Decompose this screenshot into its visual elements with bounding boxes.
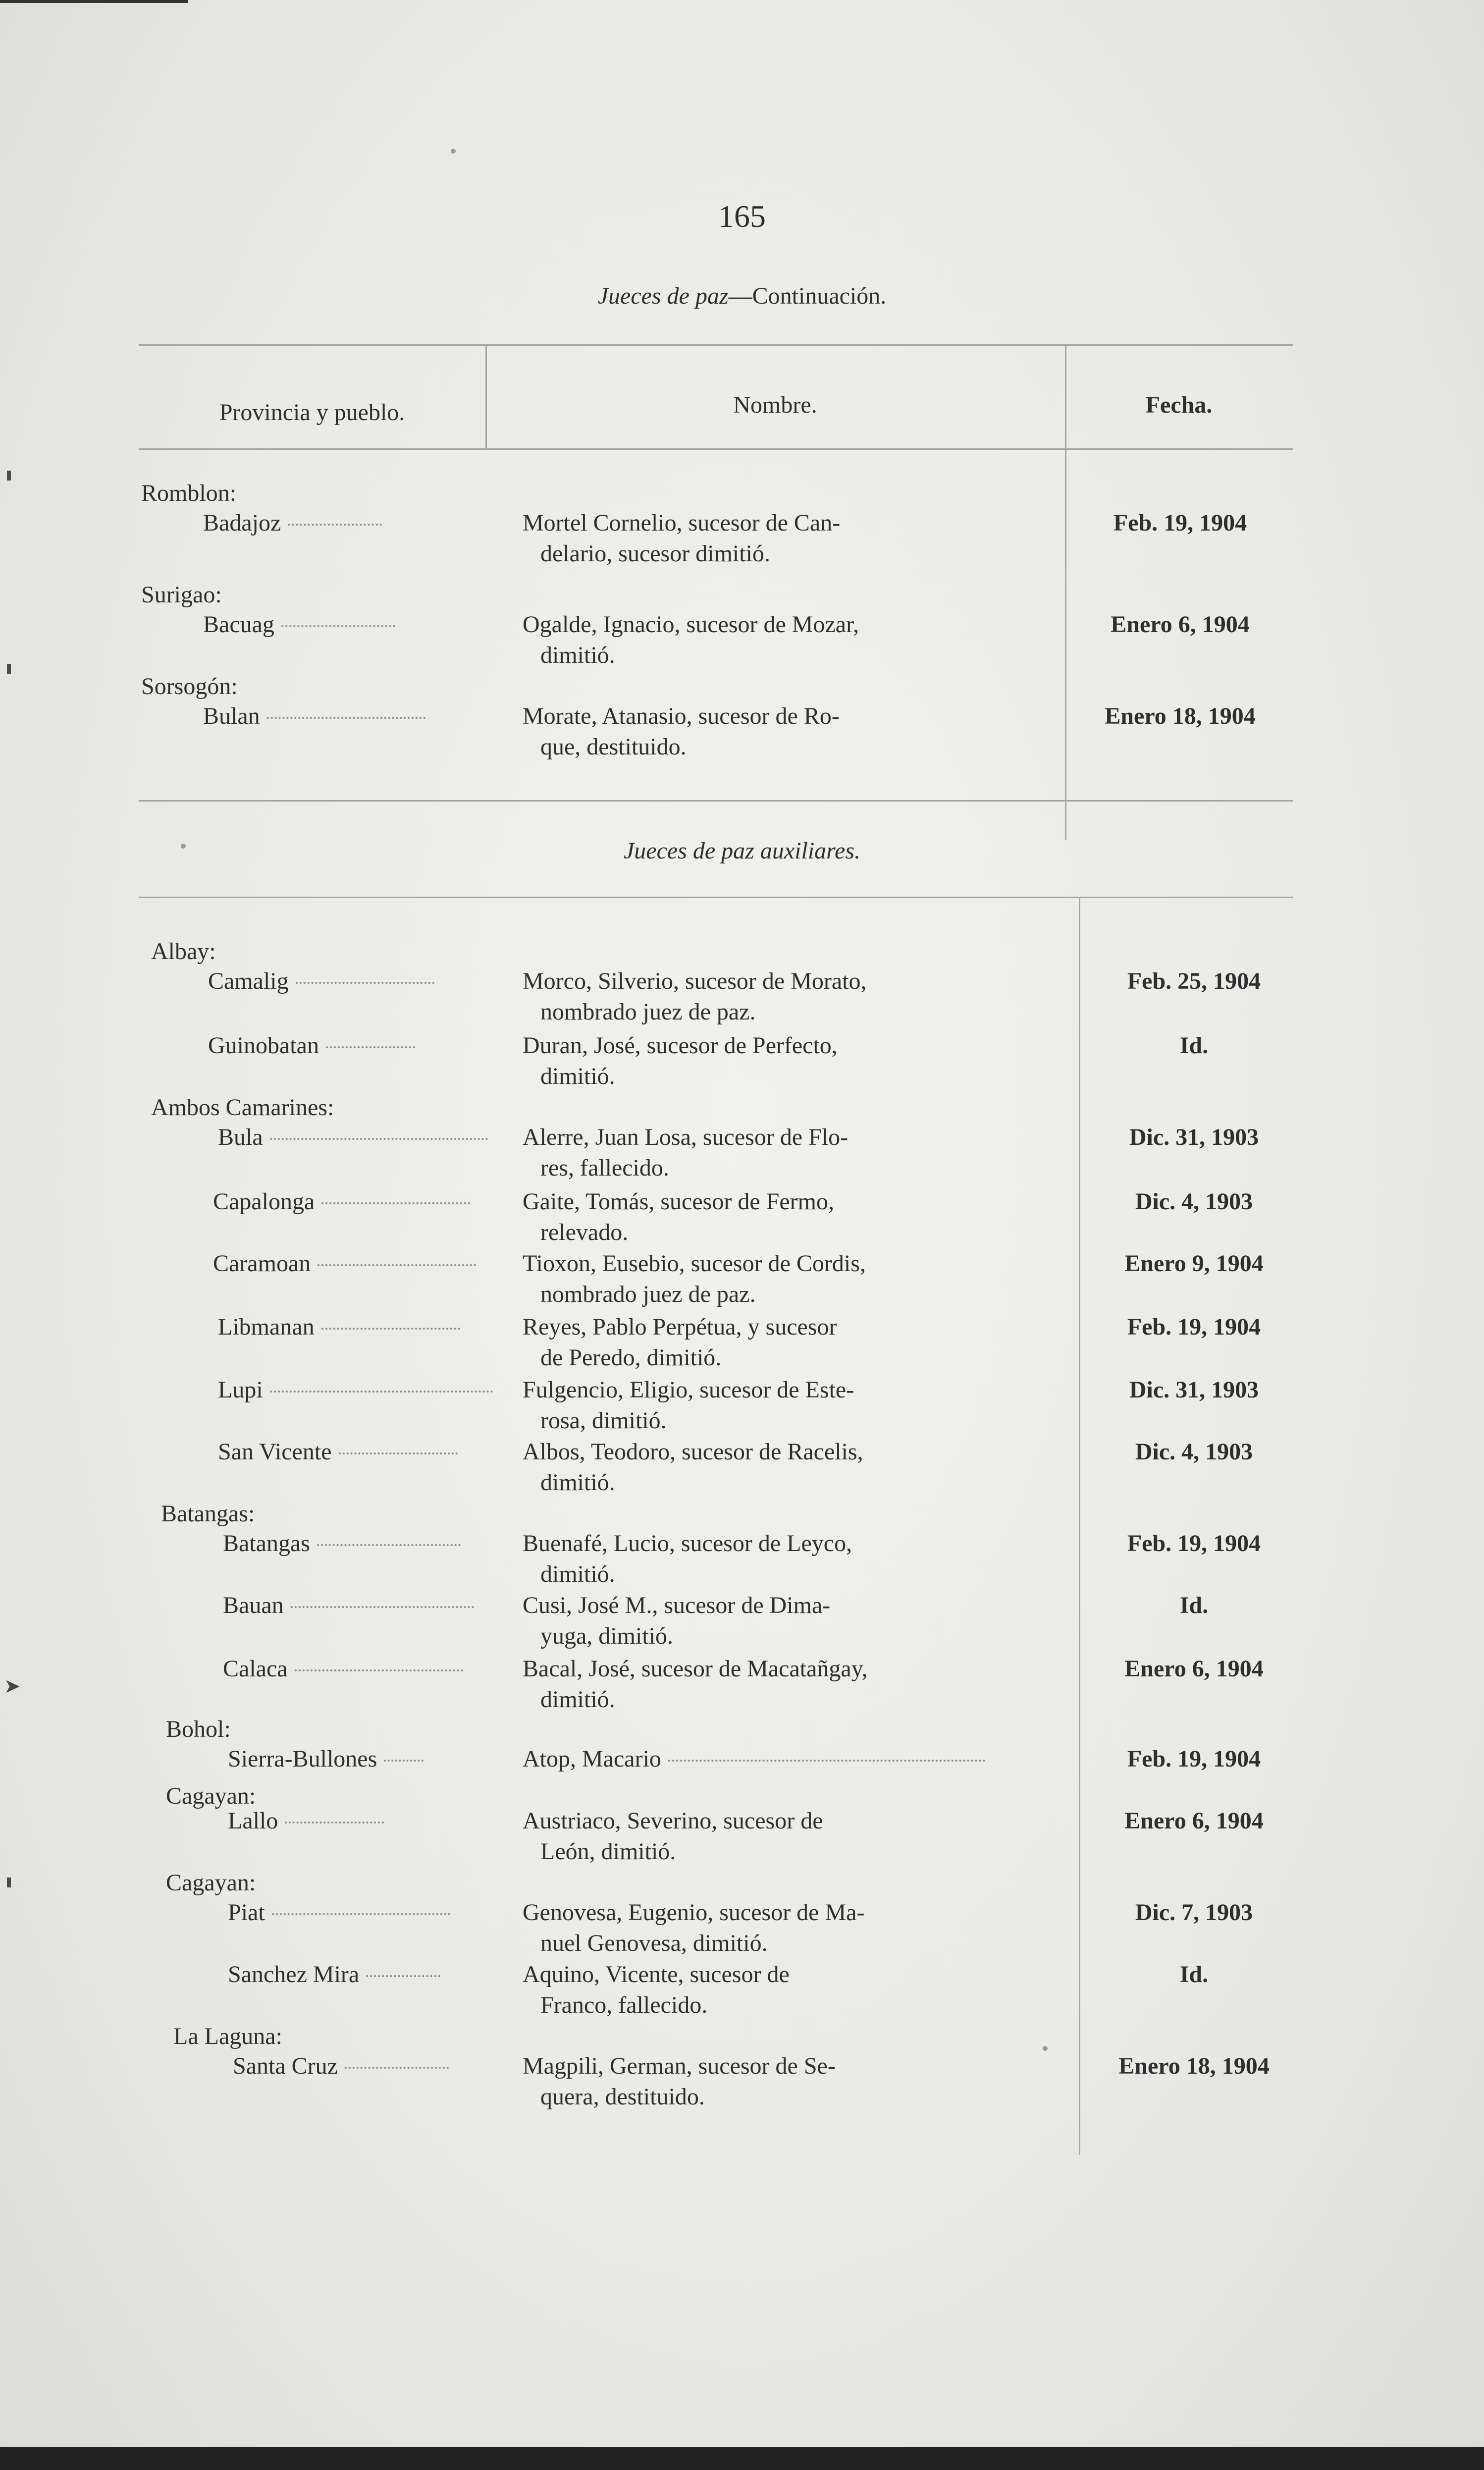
caption-rest: —Continuación.	[728, 283, 887, 309]
header-fecha: Fecha.	[1145, 392, 1213, 418]
nombre-line-1: Duran, José, sucesor de Perfecto,	[523, 1032, 838, 1059]
province-name: Cagayan:	[166, 1783, 256, 1809]
dot-leader	[270, 1138, 488, 1140]
fecha-cell: Enero 18, 1904	[1118, 2053, 1270, 2079]
province-name: Batangas:	[161, 1501, 255, 1527]
nombre-line-2: nombrado juez de paz.	[540, 999, 756, 1025]
town-name: Camalig	[208, 968, 289, 994]
town-name: Piat	[228, 1899, 265, 1926]
nombre-line-1: Genovesa, Eugenio, sucesor de Ma-	[523, 1899, 865, 1926]
nombre-line-2: yuga, dimitió.	[540, 1623, 673, 1649]
town-cell	[203, 508, 382, 538]
speck	[451, 149, 456, 154]
fecha-cell: Dic. 4, 1903	[1135, 1188, 1253, 1215]
fecha-cell: Dic. 7, 1903	[1135, 1899, 1253, 1926]
town-name: Lallo	[228, 1808, 278, 1834]
nombre-line-2: quera, destituido.	[540, 2084, 705, 2110]
nombre-line-1: Reyes, Pablo Perpétua, y sucesor	[523, 1314, 837, 1340]
town-cell	[223, 1528, 461, 1559]
town-name: Sierra-Bullones	[228, 1746, 377, 1772]
province-name: Ambos Camarines:	[151, 1094, 334, 1121]
dot-leader	[291, 1606, 474, 1608]
town-cell	[218, 1375, 493, 1405]
fecha-cell: Enero 9, 1904	[1124, 1250, 1264, 1277]
nombre-line-1: Tioxon, Eusebio, sucesor de Cordis,	[523, 1250, 866, 1277]
dot-leader	[296, 982, 434, 984]
fecha-cell: Feb. 19, 1904	[1127, 1530, 1261, 1557]
nombre-cell	[523, 1806, 1065, 1867]
town-name: Capalonga	[213, 1188, 315, 1215]
province-name: Cagayan:	[166, 1870, 256, 1896]
nombre-line-2: dimitió.	[540, 1686, 615, 1713]
nombre-line-1: Buenafé, Lucio, sucesor de Leyco,	[523, 1530, 852, 1557]
town-cell	[203, 609, 395, 640]
province-name: Albay:	[151, 938, 216, 965]
town-name: Batangas	[223, 1530, 310, 1557]
nombre-line-1: Atop, Macario	[523, 1746, 661, 1772]
nombre-cell	[523, 966, 1065, 1027]
nombre-cell	[523, 1959, 1065, 2021]
dot-leader	[318, 1264, 476, 1266]
dot-leader	[317, 1544, 461, 1546]
town-cell	[208, 1030, 415, 1061]
nombre-line-1: Austriaco, Severino, sucesor de	[523, 1808, 823, 1834]
scan-bottom-edge	[0, 2447, 1484, 2470]
nombre-cell	[523, 1030, 1065, 1092]
nombre-cell	[523, 1248, 1065, 1310]
speck	[1043, 2046, 1048, 2051]
nombre-cell	[523, 1122, 1065, 1183]
town-name: San Vicente	[218, 1439, 332, 1465]
caption-italic: Jueces de paz	[597, 283, 729, 309]
fecha-cell: Feb. 25, 1904	[1127, 968, 1261, 994]
margin-mark	[7, 664, 11, 674]
speck	[181, 844, 186, 849]
nombre-line-1: Morate, Atanasio, sucesor de Ro-	[523, 703, 840, 729]
header-divider-2	[1065, 344, 1066, 840]
dot-leader	[321, 1202, 470, 1204]
nombre-line-2: res, fallecido.	[540, 1155, 669, 1181]
dot-leader	[281, 625, 395, 627]
fecha-cell: Feb. 19, 1904	[1127, 1746, 1261, 1772]
fecha-cell: Dic. 31, 1903	[1129, 1377, 1259, 1403]
town-name: Libmanan	[218, 1314, 315, 1340]
nombre-line-1: Morco, Silverio, sucesor de Morato,	[523, 968, 867, 994]
town-name: Lupi	[218, 1377, 263, 1403]
section1-bottom-rule	[139, 800, 1293, 802]
margin-arrow-icon: ➤	[4, 1675, 21, 1697]
town-name: Bauan	[223, 1592, 284, 1618]
dot-leader	[384, 1760, 424, 1762]
nombre-line-2: nombrado juez de paz.	[540, 1281, 756, 1307]
dot-leader	[321, 1328, 460, 1330]
nombre-line-1: Gaite, Tomás, sucesor de Fermo,	[523, 1188, 834, 1215]
fecha-cell: Feb. 19, 1904	[1113, 510, 1247, 536]
fecha-cell: Id.	[1179, 1961, 1209, 1987]
province-name: Surigao:	[141, 582, 222, 608]
dot-leader	[326, 1046, 415, 1048]
nombre-line-2: relevado.	[540, 1219, 629, 1245]
fecha-cell: Id.	[1179, 1592, 1209, 1618]
nombre-line-1: Aquino, Vicente, sucesor de	[523, 1961, 790, 1987]
nombre-line-2: nuel Genovesa, dimitió.	[540, 1930, 768, 1956]
dot-leader	[295, 1669, 463, 1671]
town-name: Calaca	[223, 1656, 288, 1682]
town-name: Sanchez Mira	[228, 1961, 360, 1987]
nombre-cell	[523, 701, 1065, 762]
dot-leader	[339, 1452, 458, 1454]
town-cell	[228, 1897, 450, 1928]
province-name: Romblon:	[141, 480, 237, 506]
nombre-cell	[523, 1744, 1065, 1774]
nombre-line-2: que, destituido.	[540, 734, 687, 760]
nombre-cell	[523, 1590, 1065, 1652]
nombre-cell	[523, 1375, 1065, 1436]
margin-mark	[7, 1878, 11, 1887]
fecha-cell: Enero 6, 1904	[1124, 1808, 1264, 1834]
section-caption-auxiliares	[0, 837, 1484, 864]
town-cell	[218, 1437, 458, 1467]
province-name: Sorsogón:	[141, 673, 238, 699]
nombre-line-1: Mortel Cornelio, sucesor de Can-	[523, 510, 841, 536]
nombre-cell	[523, 609, 1065, 671]
town-cell	[218, 1312, 460, 1342]
province-name: Bohol:	[166, 1716, 231, 1742]
dot-leader	[668, 1760, 985, 1762]
nombre-cell	[523, 1654, 1065, 1715]
nombre-line-2: de Peredo, dimitió.	[540, 1344, 722, 1371]
town-cell	[228, 1806, 384, 1836]
town-cell	[233, 2051, 449, 2082]
fecha-cell: Id.	[1179, 1032, 1209, 1059]
town-name: Caramoan	[213, 1250, 311, 1277]
fecha-cell: Enero 6, 1904	[1111, 611, 1250, 638]
nombre-line-1: Alerre, Juan Losa, sucesor de Flo-	[523, 1124, 848, 1150]
province-name: La Laguna:	[173, 2023, 282, 2049]
fecha-cell: Enero 6, 1904	[1124, 1656, 1264, 1682]
fecha-cell: Dic. 31, 1903	[1129, 1124, 1259, 1150]
scan-edge	[0, 0, 188, 3]
town-cell	[208, 966, 434, 997]
section-caption-jueces-de-paz	[0, 282, 1484, 310]
nombre-cell	[523, 1186, 1065, 1248]
fecha-cell: Feb. 19, 1904	[1127, 1314, 1261, 1340]
town-cell	[228, 1744, 424, 1774]
town-name: Santa Cruz	[233, 2053, 338, 2079]
dot-leader	[270, 1391, 493, 1393]
page-number: 165	[718, 199, 766, 234]
header-nombre: Nombre.	[733, 392, 817, 418]
header-bottom-rule	[139, 448, 1293, 450]
town-cell	[223, 1654, 463, 1684]
town-name: Bula	[218, 1124, 263, 1150]
nombre-cell	[523, 1528, 1065, 1590]
nombre-line-2: Franco, fallecido.	[540, 1992, 708, 2018]
nombre-line-2: delario, sucesor dimitió.	[540, 540, 770, 567]
nombre-line-2: dimitió.	[540, 1469, 615, 1496]
town-cell	[218, 1122, 488, 1153]
nombre-line-1: Bacal, José, sucesor de Macatañgay,	[523, 1656, 868, 1682]
header-provincia: Provincia y pueblo.	[219, 399, 405, 426]
town-name: Bacuag	[203, 611, 274, 638]
nombre-line-2: dimitió.	[540, 642, 615, 668]
nombre-line-1: Cusi, José M., sucesor de Dima-	[523, 1592, 831, 1618]
nombre-line-2: rosa, dimitió.	[540, 1407, 667, 1434]
town-name: Badajoz	[203, 510, 281, 536]
nombre-line-1: Fulgencio, Eligio, sucesor de Este-	[523, 1377, 854, 1403]
nombre-line-2: dimitió.	[540, 1063, 615, 1089]
section2-top-rule	[139, 897, 1293, 898]
town-cell	[213, 1248, 476, 1279]
nombre-cell	[523, 1437, 1065, 1498]
town-cell	[213, 1186, 470, 1217]
dot-leader	[345, 2067, 449, 2069]
fecha-cell: Dic. 4, 1903	[1135, 1439, 1253, 1465]
nombre-line-2: León, dimitió.	[540, 1838, 676, 1865]
dot-leader	[267, 717, 425, 719]
town-cell	[203, 701, 425, 732]
nombre-cell	[523, 2051, 1065, 2112]
nombre-cell	[523, 508, 1065, 569]
margin-mark	[7, 471, 11, 481]
nombre-line-1: Ogalde, Ignacio, sucesor de Mozar,	[523, 611, 859, 638]
town-cell	[228, 1959, 440, 1990]
caption-italic: Jueces de paz auxiliares.	[623, 838, 861, 864]
nombre-line-2: dimitió.	[540, 1561, 615, 1587]
fecha-cell: Enero 18, 1904	[1105, 703, 1256, 729]
dot-leader	[288, 524, 382, 526]
dot-leader	[285, 1822, 384, 1824]
dot-leader	[366, 1975, 440, 1977]
header-top-rule	[139, 344, 1293, 346]
town-cell	[223, 1590, 474, 1621]
town-name: Bulan	[203, 703, 260, 729]
town-name: Guinobatan	[208, 1032, 319, 1059]
nombre-cell	[523, 1897, 1065, 1959]
nombre-line-1: Magpili, German, sucesor de Se-	[523, 2053, 836, 2079]
dot-leader	[272, 1913, 450, 1915]
nombre-cell	[523, 1312, 1065, 1373]
nombre-line-1: Albos, Teodoro, sucesor de Racelis,	[523, 1439, 863, 1465]
